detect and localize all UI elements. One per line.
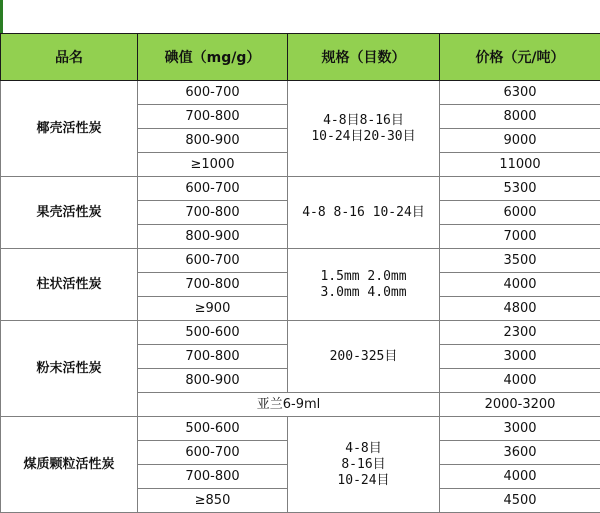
spec-cell bbox=[288, 249, 440, 321]
iodine-value: ≥900 bbox=[138, 297, 288, 321]
spec-cell bbox=[288, 81, 440, 177]
sheet-edge-marker bbox=[0, 0, 3, 33]
price-value: 9000 bbox=[440, 129, 600, 153]
header-price: 价格（元/吨） bbox=[440, 34, 600, 81]
product-name: 椰壳活性炭 bbox=[1, 81, 138, 177]
iodine-value: 500-600 bbox=[138, 321, 288, 345]
iodine-value: 亚兰6-9ml bbox=[138, 393, 440, 417]
iodine-value: 600-700 bbox=[138, 249, 288, 273]
price-value: 3600 bbox=[440, 441, 600, 465]
header-iodine: 碘值（mg/g） bbox=[138, 34, 288, 81]
table-row bbox=[1, 417, 600, 441]
iodine-value: 700-800 bbox=[138, 465, 288, 489]
product-name: 煤质颗粒活性炭 bbox=[1, 417, 138, 513]
iodine-value: 700-800 bbox=[138, 201, 288, 225]
price-value: 6000 bbox=[440, 201, 600, 225]
spec-cell bbox=[288, 321, 440, 393]
product-name: 果壳活性炭 bbox=[1, 177, 138, 249]
spec-cell bbox=[288, 177, 440, 249]
iodine-value: ≥850 bbox=[138, 489, 288, 513]
iodine-value: 800-900 bbox=[138, 129, 288, 153]
iodine-value: 800-900 bbox=[138, 369, 288, 393]
price-value: 4000 bbox=[440, 273, 600, 297]
header-spec: 规格（目数） bbox=[288, 34, 440, 81]
price-value: 4000 bbox=[440, 465, 600, 489]
price-value: 3000 bbox=[440, 345, 600, 369]
iodine-value: 600-700 bbox=[138, 81, 288, 105]
spec-line: 8-16目 bbox=[288, 457, 439, 473]
price-value: 2300 bbox=[440, 321, 600, 345]
spec-line: 4-8 8-16 10-24目 bbox=[288, 205, 439, 221]
spec-line: 200-325目 bbox=[288, 349, 439, 365]
price-value: 3500 bbox=[440, 249, 600, 273]
price-table bbox=[0, 33, 600, 513]
price-value: 3000 bbox=[440, 417, 600, 441]
iodine-value: 700-800 bbox=[138, 105, 288, 129]
table-row bbox=[1, 177, 600, 201]
product-name: 柱状活性炭 bbox=[1, 249, 138, 321]
spec-line: 10-24目 bbox=[288, 473, 439, 489]
price-value: 4500 bbox=[440, 489, 600, 513]
product-name: 粉末活性炭 bbox=[1, 321, 138, 417]
top-strip bbox=[0, 0, 600, 33]
price-value: 5300 bbox=[440, 177, 600, 201]
spec-line: 3.0mm 4.0mm bbox=[288, 285, 439, 301]
iodine-value: 600-700 bbox=[138, 441, 288, 465]
price-value: 8000 bbox=[440, 105, 600, 129]
header-product: 品名 bbox=[1, 34, 138, 81]
iodine-value: ≥1000 bbox=[138, 153, 288, 177]
price-value: 4000 bbox=[440, 369, 600, 393]
price-value: 6300 bbox=[440, 81, 600, 105]
spec-cell bbox=[288, 417, 440, 513]
spec-line: 4-8目8-16目 bbox=[288, 113, 439, 129]
spec-line: 1.5mm 2.0mm bbox=[288, 269, 439, 285]
iodine-value: 800-900 bbox=[138, 225, 288, 249]
spec-line: 10-24目20-30目 bbox=[288, 129, 439, 145]
header-row bbox=[1, 34, 600, 81]
table-row bbox=[1, 321, 600, 345]
table-row bbox=[1, 249, 600, 273]
table-row bbox=[1, 81, 600, 105]
iodine-value: 700-800 bbox=[138, 345, 288, 369]
iodine-value: 700-800 bbox=[138, 273, 288, 297]
price-value: 2000-3200 bbox=[440, 393, 600, 417]
price-value: 11000 bbox=[440, 153, 600, 177]
spec-line: 4-8目 bbox=[288, 441, 439, 457]
iodine-value: 600-700 bbox=[138, 177, 288, 201]
price-value: 7000 bbox=[440, 225, 600, 249]
iodine-value: 500-600 bbox=[138, 417, 288, 441]
price-value: 4800 bbox=[440, 297, 600, 321]
